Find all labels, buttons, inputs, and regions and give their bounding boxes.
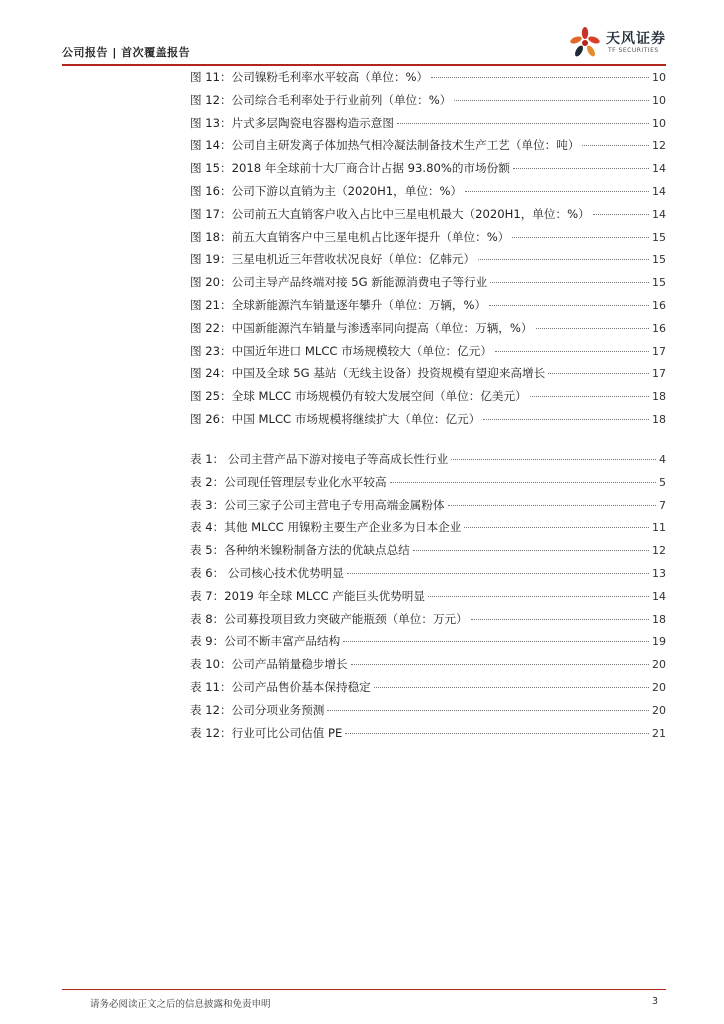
- dot-leader: [428, 596, 649, 597]
- toc-entry-page: 15: [652, 253, 666, 267]
- dot-leader: [512, 237, 649, 238]
- toc-entry-label: 图 12：公司综合毛利率处于行业前列（单位：%）: [190, 92, 452, 107]
- toc-entry-label: 表 8：公司募投项目致力突破产能瓶颈（单位：万元）: [190, 611, 468, 626]
- dot-leader: [351, 664, 649, 665]
- figure-entry[interactable]: [190, 343, 666, 366]
- toc-entry-page: 20: [652, 703, 666, 717]
- dot-leader: [478, 259, 649, 260]
- dot-leader: [465, 191, 649, 192]
- dot-leader: [431, 77, 649, 78]
- table-entry[interactable]: [190, 474, 666, 497]
- toc-entry-label: 表 7：2019 年全球 MLCC 产能巨头优势明显: [190, 588, 425, 603]
- toc-entry-label: 表 10：公司产品销量稳步增长: [190, 657, 348, 672]
- toc-entry-page: 13: [652, 566, 666, 580]
- toc-entry-label: 表 3：公司三家子公司主营电子专用高端金属粉体: [190, 497, 445, 512]
- toc-entry-page: 10: [652, 93, 666, 107]
- toc-entry-page: 12: [652, 139, 666, 153]
- dot-leader: [536, 328, 650, 329]
- toc-entry-label: 图 24：中国及全球 5G 基站（无线主设备）投资规模有望迎来高增长: [190, 366, 546, 381]
- toc-entry-page: 12: [652, 544, 666, 558]
- dot-leader: [593, 214, 649, 215]
- toc-entry-page: 16: [652, 321, 666, 335]
- dot-leader: [483, 419, 649, 420]
- table-entry[interactable]: [190, 588, 666, 611]
- figure-entry[interactable]: [190, 297, 666, 320]
- toc-entry-page: 20: [652, 680, 666, 694]
- company-logo: [568, 24, 666, 64]
- breadcrumb: 公司报告 | 首次覆盖报告: [62, 46, 191, 59]
- dot-leader: [413, 550, 649, 551]
- dot-leader: [454, 100, 649, 101]
- dot-leader: [397, 123, 649, 124]
- dot-leader: [513, 168, 649, 169]
- toc-entry-page: 14: [652, 184, 666, 198]
- table-entry[interactable]: [190, 702, 666, 725]
- toc-entry-page: 14: [652, 207, 666, 221]
- toc-entry-label: 图 22：中国新能源汽车销量与渗透率同向提高（单位：万辆，%）: [190, 320, 533, 335]
- table-entry[interactable]: [190, 542, 666, 565]
- dot-leader: [548, 373, 649, 374]
- figure-entry[interactable]: [190, 115, 666, 138]
- toc-entry-label: 图 16：公司下游以直销为主（2020H1，单位：%）: [190, 183, 463, 198]
- table-entry[interactable]: [190, 656, 666, 679]
- dot-leader: [327, 710, 649, 711]
- page-number: 3: [652, 996, 659, 1007]
- figure-entry[interactable]: [190, 206, 666, 229]
- toc-entry-page: 18: [652, 390, 666, 404]
- dot-leader: [530, 396, 649, 397]
- toc-entry-label: 表 9：公司不断丰富产品结构: [190, 634, 341, 649]
- dot-leader: [347, 573, 649, 574]
- dot-leader: [345, 733, 649, 734]
- dot-leader: [489, 305, 649, 306]
- toc-entry-label: 表 6： 公司核心技术优势明显: [190, 565, 344, 580]
- toc-entry-label: 图 18：前五大直销客户中三星电机占比逐年提升（单位：%）: [190, 229, 510, 244]
- toc-entry-page: 20: [652, 658, 666, 672]
- dot-leader: [374, 687, 649, 688]
- table-list: [190, 451, 666, 747]
- dot-leader: [471, 619, 649, 620]
- toc-entry-page: 10: [652, 116, 666, 130]
- toc-entry-page: 10: [652, 71, 666, 84]
- figure-entry[interactable]: [190, 411, 666, 434]
- toc-entry-page: 21: [652, 726, 666, 740]
- footer-disclaimer: 请务必阅读正文之后的信息披露和免责申明: [90, 999, 271, 1010]
- toc-entry-page: 18: [652, 412, 666, 426]
- toc-entry-page: 15: [652, 230, 666, 244]
- toc-entry-label: 图 23：中国近年进口 MLCC 市场规模较大（单位：亿元）: [190, 343, 492, 358]
- figure-entry[interactable]: [190, 320, 666, 343]
- figure-entry[interactable]: [190, 388, 666, 411]
- toc-entry-label: 图 19：三星电机近三年营收状况良好（单位：亿韩元）: [190, 252, 476, 267]
- toc-entry-label: 表 2：公司现任管理层专业化水平较高: [190, 474, 387, 489]
- figure-entry[interactable]: [190, 137, 666, 160]
- table-entry[interactable]: [190, 679, 666, 702]
- table-entry[interactable]: [190, 519, 666, 542]
- toc-entry-label: 图 21：全球新能源汽车销量逐年攀升（单位：万辆，%）: [190, 297, 487, 312]
- dot-leader: [390, 482, 656, 483]
- table-entry[interactable]: [190, 725, 666, 748]
- toc-entry-label: 图 20：公司主导产品终端对接 5G 新能源消费电子等行业: [190, 275, 488, 290]
- figure-entry[interactable]: [190, 251, 666, 274]
- table-entry[interactable]: [190, 497, 666, 520]
- toc-entry-label: 表 11：公司产品售价基本保持稳定: [190, 679, 371, 694]
- figure-entry[interactable]: [190, 69, 666, 92]
- toc-entry-label: 表 4：其他 MLCC 用镍粉主要生产企业多为日本企业: [190, 520, 462, 535]
- toc-entry-page: 18: [652, 612, 666, 626]
- toc-entry-page: 17: [652, 344, 666, 358]
- logo-chinese-name: 天风证券: [606, 31, 666, 47]
- figure-list: [190, 69, 666, 434]
- toc-entry-label: 表 12：公司分项业务预测: [190, 702, 325, 717]
- page-header: [62, 31, 666, 68]
- flower-logo-icon: [568, 26, 602, 62]
- dot-leader: [464, 527, 649, 528]
- toc-entry-page: 4: [659, 453, 666, 466]
- figure-entry[interactable]: [190, 274, 666, 297]
- dot-leader: [490, 282, 649, 283]
- toc-entry-page: 16: [652, 298, 666, 312]
- toc-entry-label: 图 13：片式多层陶瓷电容器构造示意图: [190, 115, 394, 130]
- table-entry[interactable]: [190, 611, 666, 634]
- figure-entry[interactable]: [190, 183, 666, 206]
- logo-english-name: TF SECURITIES: [608, 47, 659, 54]
- figure-entry[interactable]: [190, 160, 666, 183]
- toc-entry-page: 11: [652, 521, 666, 535]
- dot-leader: [495, 351, 649, 352]
- header-rule: [62, 64, 666, 66]
- toc-entry-label: 图 26：中国 MLCC 市场规模将继续扩大（单位：亿元）: [190, 411, 481, 426]
- figure-entry[interactable]: [190, 92, 666, 115]
- dot-leader: [582, 145, 649, 146]
- toc-entry-page: 19: [652, 635, 666, 649]
- figure-entry[interactable]: [190, 365, 666, 388]
- toc-entry-page: 14: [652, 162, 666, 176]
- table-entry[interactable]: [190, 565, 666, 588]
- dot-leader: [343, 641, 649, 642]
- toc-entry-page: 7: [659, 498, 666, 512]
- toc-entry-page: 17: [652, 367, 666, 381]
- toc-entry-label: 图 14：公司自主研发离子体加热气相冷凝法制备技术生产工艺（单位：吨）: [190, 138, 580, 153]
- table-entry[interactable]: [190, 451, 666, 474]
- figure-entry[interactable]: [190, 229, 666, 252]
- toc-entry-page: 5: [659, 475, 666, 489]
- toc-entry-page: 15: [652, 276, 666, 290]
- toc-entry-label: 表 5：各种纳米镍粉制备方法的优缺点总结: [190, 543, 410, 558]
- toc-entry-label: 表 12：行业可比公司估值 PE: [190, 725, 343, 740]
- toc-entry-label: 表 1： 公司主营产品下游对接电子等高成长性行业: [190, 452, 449, 466]
- toc-entry-label: 图 11：公司镍粉毛利率水平较高（单位：%）: [190, 70, 429, 84]
- toc-entry-label: 图 25：全球 MLCC 市场规模仍有较大发展空间（单位：亿美元）: [190, 389, 527, 404]
- toc-entry-label: 图 17：公司前五大直销客户收入占比中三星电机最大（2020H1，单位：%）: [190, 206, 590, 221]
- footer-rule: [62, 989, 666, 990]
- toc-entry-page: 14: [652, 589, 666, 603]
- dot-leader: [448, 505, 656, 506]
- dot-leader: [451, 459, 656, 460]
- table-entry[interactable]: [190, 633, 666, 656]
- toc-entry-label: 图 15：2018 年全球前十大厂商合计占据 93.80%的市场份额: [190, 161, 510, 176]
